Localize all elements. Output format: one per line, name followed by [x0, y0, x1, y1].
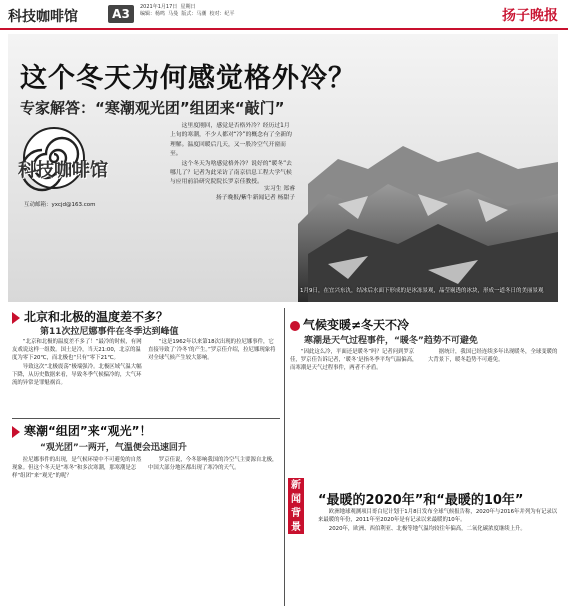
triangle-marker-icon	[12, 312, 20, 324]
photo-caption: 1月9日，在宜兴东氿，结冰后水面下形成的是冰冻景观，晶莹剔透的冰块，形成一道冬日的美丽景观	[300, 288, 544, 294]
section-1-col-left	[12, 338, 142, 410]
byline: 扬子晚报/紫牛新闻记者 杨甜子	[215, 195, 295, 201]
section-3-col-right	[428, 348, 560, 472]
body-paragraph: “因此这么冷，平面还是暖冬”吗？记者问到罗京佳，罗京佳告诉记者，‘暖冬’是指冬季平均气温偏高，而寒潮是天气过程事件，两者不矛盾。	[290, 349, 418, 372]
section-3-col-left	[290, 348, 422, 472]
column-name: 科技咖啡馆	[8, 9, 78, 25]
page-number: A3	[108, 5, 134, 23]
circle-marker-icon	[290, 321, 300, 331]
body-paragraph: “这是1962年以来第18次出现的拉尼娜事件，它直接导致了‘冷冬’的产生。”罗京佳介绍，拉尼娜现象将对全球气候产生较大影响。	[148, 339, 276, 362]
body-paragraph: 欧洲地球观测项目哥白尼计划于1月8日发布全球气候报告称，2020年与2016年并列为有记录以来最暖的年份，2011年至2020年是有记录以来最暖的10年。	[318, 509, 558, 524]
section-2-title	[12, 422, 152, 439]
main-headline: 这个冬天为何感觉格外冷？	[20, 63, 356, 94]
body-paragraph: 罗京佳说，今冬影响我国的冷空气主要源自北极，中国大部分地区都出现了寒冷的天气。	[148, 457, 278, 472]
news-box-body	[318, 508, 560, 533]
editor-email: 互动邮箱：yxcjd@163.com	[24, 202, 96, 208]
section-3-subtitle: 寒潮是天气过程事件，“暖冬”趋势不可避免	[304, 336, 478, 346]
section-2-col-left	[12, 456, 142, 606]
divider-line	[12, 418, 280, 419]
section-1-subtitle: 第11次拉尼娜事件在冬季达到峰值	[40, 327, 179, 337]
section-1-title	[12, 308, 168, 325]
section-2-col-right	[148, 456, 278, 606]
triangle-marker-icon	[12, 426, 20, 438]
lead-paragraph: 这里度刚回，感觉是否格外冷？经历过1月上旬的寒潮，不少人都对“冷”的概念有了全新的理解。温度回暖后几天，又一股冷空气开窗而至。	[170, 123, 292, 158]
date-line: 2021年1月17日 星期日 编辑：杨鸣 马曼 版式：马潮 校对：纪平	[140, 4, 235, 17]
lead-text	[170, 122, 295, 188]
body-paragraph: 据统计，我国已经连续多年出现暖冬，全球变暖的大背景下，暖冬趋势不可避免。	[428, 349, 558, 364]
body-paragraph: 拉尼娜事件的出现，是气候环境中不可避免的自然现象。但这个冬天是“寒冬”和多次寒潮，那寒潮是怎样“组团”来“观光”的呢？	[12, 457, 142, 480]
byline: 实习生 郑睿	[264, 186, 295, 192]
body-paragraph: 导致这次“北极震荡”极端强冷。北极区域气温大幅下降，从历史数据来看，导致冬季气候偏冷的，大气环流的异常是罪魁祸首。	[12, 363, 142, 387]
column-divider	[284, 308, 285, 606]
lead-paragraph: 这个冬天为啥感觉格外冷？说好的“暖冬”去哪儿了？记者为此采访了南京信息工程大学气候与应用前沿研究院院长罗京佳教授。	[170, 160, 292, 186]
news-box-title: “最暖的2020年”和“最暖的10年”	[318, 493, 524, 508]
section-3-title	[290, 316, 409, 333]
page-header	[0, 0, 568, 30]
body-paragraph: 2020年，欧洲、西伯利亚、北极等地气温均较往年偏高，二氧化碳浓度继续上升。	[328, 525, 526, 532]
section-2-subtitle: “观光团”一两开，气温便会迅速回升	[40, 443, 187, 453]
section-1-title-text: 北京和北极的温度差不多？	[24, 310, 169, 324]
section-1-col-right	[148, 338, 278, 410]
body-paragraph: “北京和北极的温度差不多了！”最冷的时候，有网友戏说这样一组数。国土是冷，当天21:00，北京的温度为零下20℃，而北极也“只有”零下21℃。	[12, 339, 142, 362]
newspaper-logo: 扬子晚报	[502, 8, 558, 24]
bylines	[190, 185, 295, 203]
section-2-title-text: 寒潮“组团”来“观光”！	[24, 424, 152, 438]
news-background-tag: 新闻背景	[288, 478, 304, 534]
main-subheadline: 专家解答：“寒潮观光团”组团来“敲门”	[20, 99, 285, 117]
section-3-title-text: 气候变暖≠冬天不冷	[303, 318, 410, 332]
brand-name: 科技咖啡馆	[18, 160, 108, 181]
